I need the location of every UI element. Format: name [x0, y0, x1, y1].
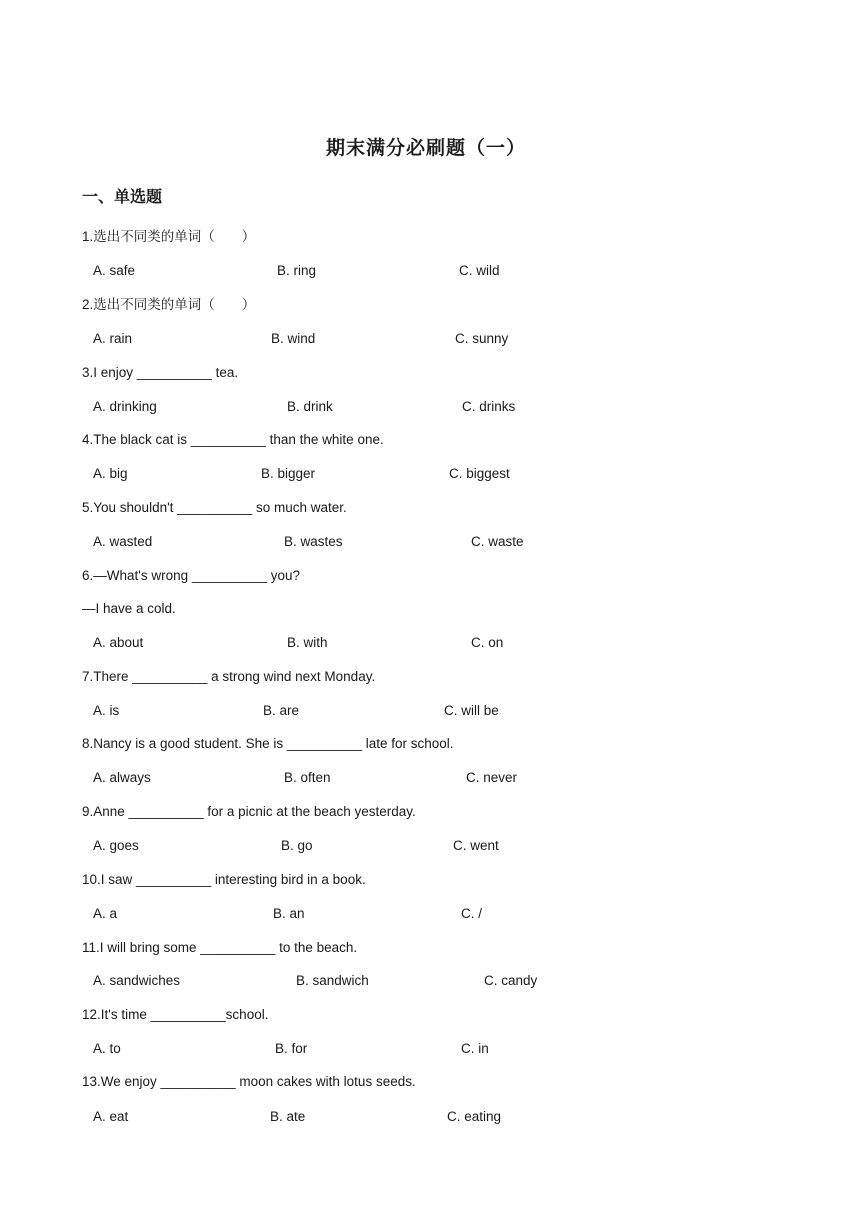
q5-option-b[interactable]: B. wastes [284, 534, 343, 549]
question-8: 8.Nancy is a good student. She is __________ late for school. [82, 736, 454, 751]
q9-option-b[interactable]: B. go [281, 838, 313, 853]
question-5: 5.You shouldn't __________ so much water. [82, 500, 347, 515]
q5-option-a[interactable]: A. wasted [93, 534, 153, 549]
q11-option-a[interactable]: A. sandwiches [93, 973, 181, 988]
question-3: 3.I enjoy __________ tea. [82, 365, 239, 380]
q4-option-b[interactable]: B. bigger [261, 466, 316, 481]
q7-option-c[interactable]: C. will be [444, 703, 499, 718]
q13-option-c[interactable]: C. eating [447, 1109, 502, 1124]
q12-option-c[interactable]: C. in [461, 1041, 489, 1056]
q1-option-b[interactable]: B. ring [277, 263, 317, 278]
q10-option-c[interactable]: C. / [461, 906, 483, 921]
q5-option-c[interactable]: C. waste [471, 534, 524, 549]
question-1: 1.选出不同类的单词（ ） [82, 229, 256, 244]
question-12: 12.It's time __________school. [82, 1007, 269, 1022]
question-6-reply: —I have a cold. [82, 601, 176, 616]
q7-option-a[interactable]: A. is [93, 703, 120, 718]
question-13: 13.We enjoy __________ moon cakes with lotus seeds. [82, 1074, 416, 1089]
q4-option-a[interactable]: A. big [93, 466, 128, 481]
q13-option-b[interactable]: B. ate [270, 1109, 306, 1124]
q8-option-a[interactable]: A. always [93, 770, 151, 785]
q4-option-c[interactable]: C. biggest [449, 466, 510, 481]
q13-option-a[interactable]: A. eat [93, 1109, 129, 1124]
q1-option-a[interactable]: A. safe [93, 263, 136, 278]
question-4: 4.The black cat is __________ than the white one. [82, 432, 384, 447]
question-6: 6.—What's wrong __________ you? [82, 568, 300, 583]
q9-option-a[interactable]: A. goes [93, 838, 139, 853]
question-10: 10.I saw __________ interesting bird in a book. [82, 872, 366, 887]
question-9: 9.Anne __________ for a picnic at the beach yesterday. [82, 804, 416, 819]
q6-option-c[interactable]: C. on [471, 635, 504, 650]
q3-option-a[interactable]: A. drinking [93, 399, 157, 414]
q3-option-b[interactable]: B. drink [287, 399, 333, 414]
q3-option-c[interactable]: C. drinks [462, 399, 516, 414]
q2-option-a[interactable]: A. rain [93, 331, 133, 346]
q8-option-b[interactable]: B. often [284, 770, 331, 785]
section-heading: 一、单选题 [82, 189, 163, 206]
q11-option-c[interactable]: C. candy [484, 973, 538, 988]
q12-option-b[interactable]: B. for [275, 1041, 308, 1056]
q10-option-a[interactable]: A. a [93, 906, 118, 921]
q6-option-b[interactable]: B. with [287, 635, 328, 650]
q12-option-a[interactable]: A. to [93, 1041, 121, 1056]
q1-option-c[interactable]: C. wild [459, 263, 500, 278]
q10-option-b[interactable]: B. an [273, 906, 305, 921]
q6-option-a[interactable]: A. about [93, 635, 144, 650]
question-2: 2.选出不同类的单词（ ） [82, 297, 256, 312]
q11-option-b[interactable]: B. sandwich [296, 973, 369, 988]
q2-option-c[interactable]: C. sunny [455, 331, 509, 346]
question-11: 11.I will bring some __________ to the beach. [82, 940, 358, 955]
page-title: 期末满分必刷题（一） [325, 138, 526, 159]
q7-option-b[interactable]: B. are [263, 703, 300, 718]
q9-option-c[interactable]: C. went [453, 838, 499, 853]
question-7: 7.There __________ a strong wind next Monday. [82, 669, 376, 684]
q8-option-c[interactable]: C. never [466, 770, 518, 785]
q2-option-b[interactable]: B. wind [271, 331, 316, 346]
